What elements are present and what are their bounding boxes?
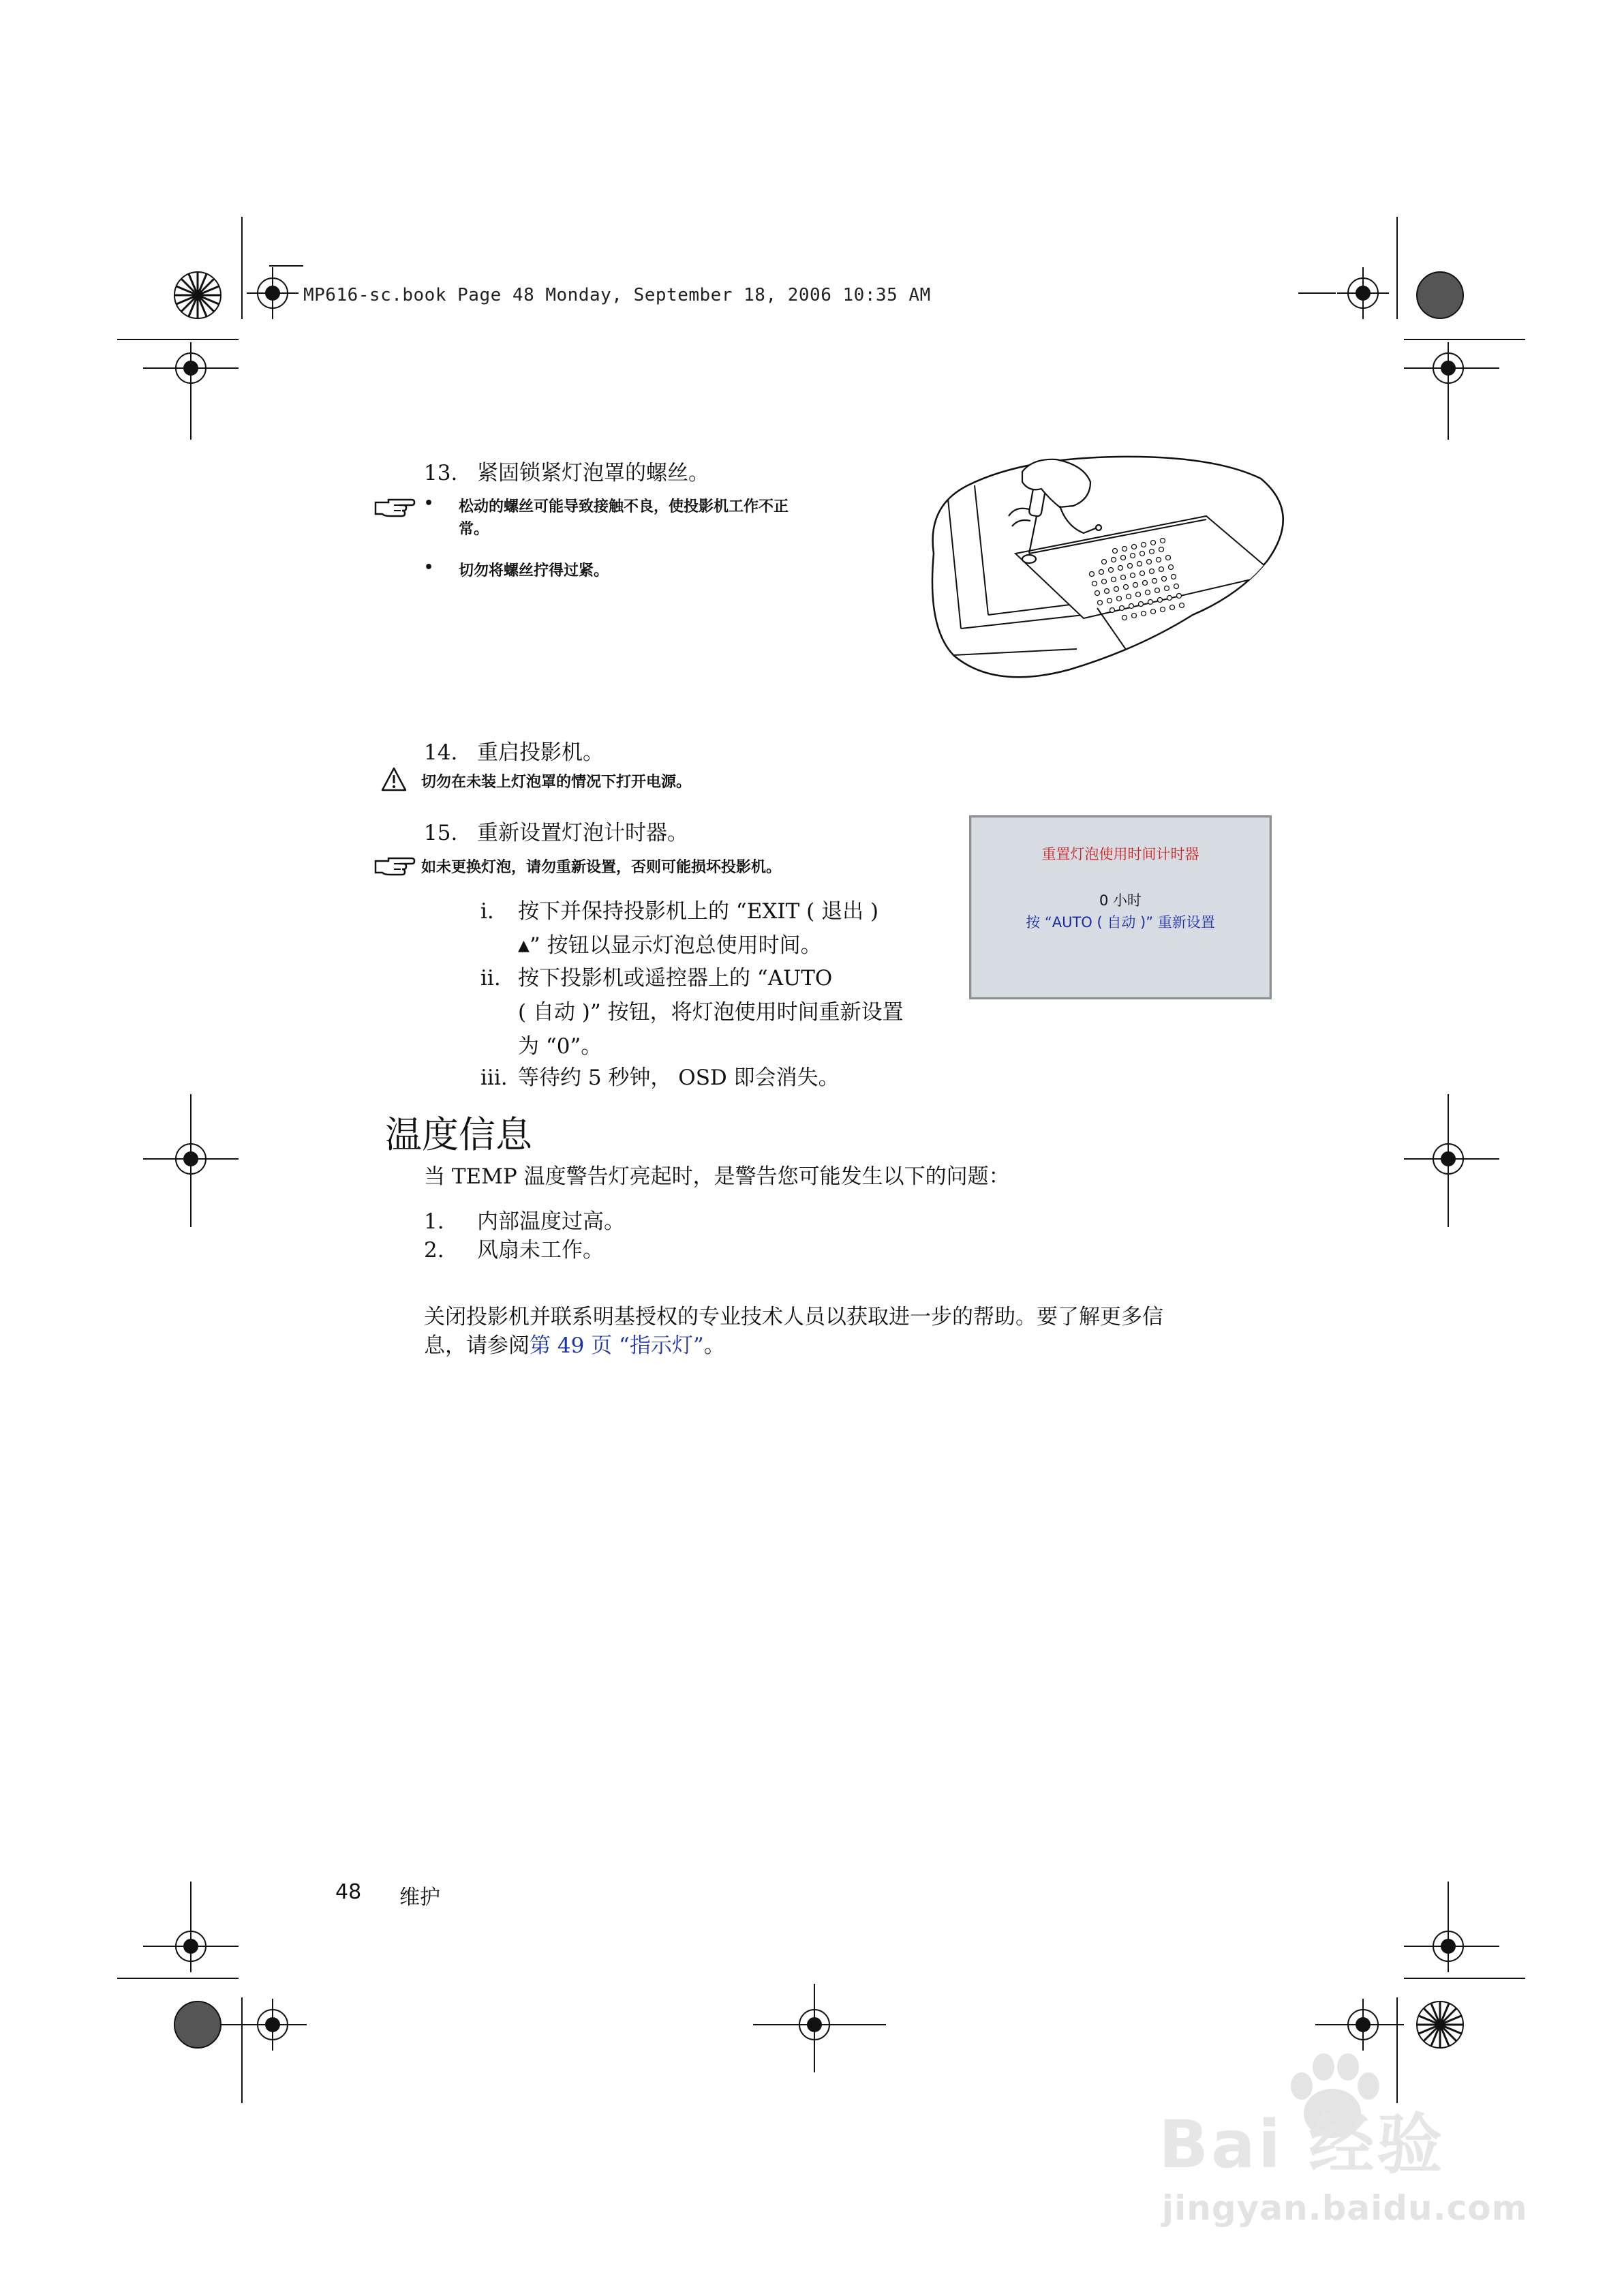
footer-section: 维护	[399, 1886, 440, 1909]
substep-number: iii.	[480, 1066, 508, 1090]
substep-text: 为 “0”。	[518, 1034, 602, 1059]
indicator-link[interactable]: 第 49 页 “指示灯”	[530, 1333, 704, 1358]
step-text: 重启投影机。	[477, 740, 604, 765]
warning-text: 切勿在未装上灯泡罩的情况下打开电源。	[421, 774, 692, 791]
osd-lamp-timer-dialog	[969, 815, 1272, 999]
step-number: 15.	[424, 821, 458, 845]
substep-text: 等待约 5 秒钟， OSD 即会消失。	[518, 1066, 840, 1090]
closing-text: 关闭投影机并联系明基授权的专业技术人员以获取进一步的帮助。要了解更多信	[424, 1305, 1163, 1329]
osd-title: 重置灯泡使用时间计时器	[1041, 846, 1199, 862]
substep-number: ii.	[480, 966, 501, 991]
pointing-hand-icon	[373, 854, 416, 879]
note-text: 常。	[459, 521, 489, 538]
substep-text: ( 自动 )” 按钮，将灯泡使用时间重新设置	[518, 1000, 904, 1025]
substep-iii	[480, 1061, 840, 1095]
note-text: 切勿将螺丝拧得过紧。	[459, 562, 609, 579]
step-number: 14.	[424, 740, 458, 765]
step-text: 重新设置灯泡计时器。	[477, 821, 688, 845]
item-text: 内部温度过高。	[477, 1209, 625, 1234]
note-bullet: •	[424, 495, 434, 512]
up-triangle-icon: ▲	[518, 937, 530, 954]
substep-text: 按下投影机或遥控器上的 “AUTO	[518, 966, 833, 991]
watermark-brand: Bai 经验	[1159, 2106, 1445, 2183]
closing-prefix: 息，请参阅	[424, 1333, 530, 1358]
note-text: 松动的螺丝可能导致接触不良，使投影机工作不正	[459, 498, 789, 515]
pointing-hand-icon	[373, 496, 416, 520]
substep-ii	[480, 961, 904, 1063]
note-bullet: •	[424, 559, 434, 576]
warning-triangle-icon	[380, 766, 408, 792]
substep-number: i.	[480, 899, 494, 924]
item-number: 2.	[424, 1238, 444, 1263]
list-item	[424, 1204, 625, 1235]
substep-text: 按下并保持投影机上的 “EXIT ( 退出 )	[518, 899, 879, 924]
step-14	[424, 735, 604, 766]
item-number: 1.	[424, 1209, 444, 1234]
item-text: 风扇未工作。	[477, 1238, 604, 1263]
step-text: 紧固锁紧灯泡罩的螺丝。	[477, 461, 709, 485]
osd-hint: 按 “AUTO ( 自动 )” 重新设置	[1026, 914, 1215, 931]
section-title: 温度信息	[385, 1113, 532, 1156]
intro-text: 当 TEMP 温度警告灯亮起时，是警告您可能发生以下的问题：	[424, 1164, 1010, 1189]
watermark-url: jingyan.baidu.com	[1162, 2188, 1528, 2228]
closing-text-2	[424, 1328, 725, 1359]
note-text: 如未更换灯泡，请勿重新设置，否则可能损坏投影机。	[421, 859, 782, 876]
substep-text: ” 按钮以显示灯泡总使用时间。	[529, 933, 822, 958]
substep-i	[480, 894, 878, 963]
lamp-cover-illustration	[920, 451, 1288, 697]
list-item	[424, 1233, 604, 1263]
step-15	[424, 815, 688, 846]
closing-suffix: 。	[703, 1333, 725, 1358]
step-13	[424, 455, 709, 486]
osd-hours: 0 小时	[1099, 892, 1142, 909]
book-header: MP616-sc.book Page 48 Monday, September 18, 2006 10:35 AM	[303, 285, 931, 305]
step-number: 13.	[424, 461, 458, 485]
page-number: 48	[335, 1880, 362, 1904]
